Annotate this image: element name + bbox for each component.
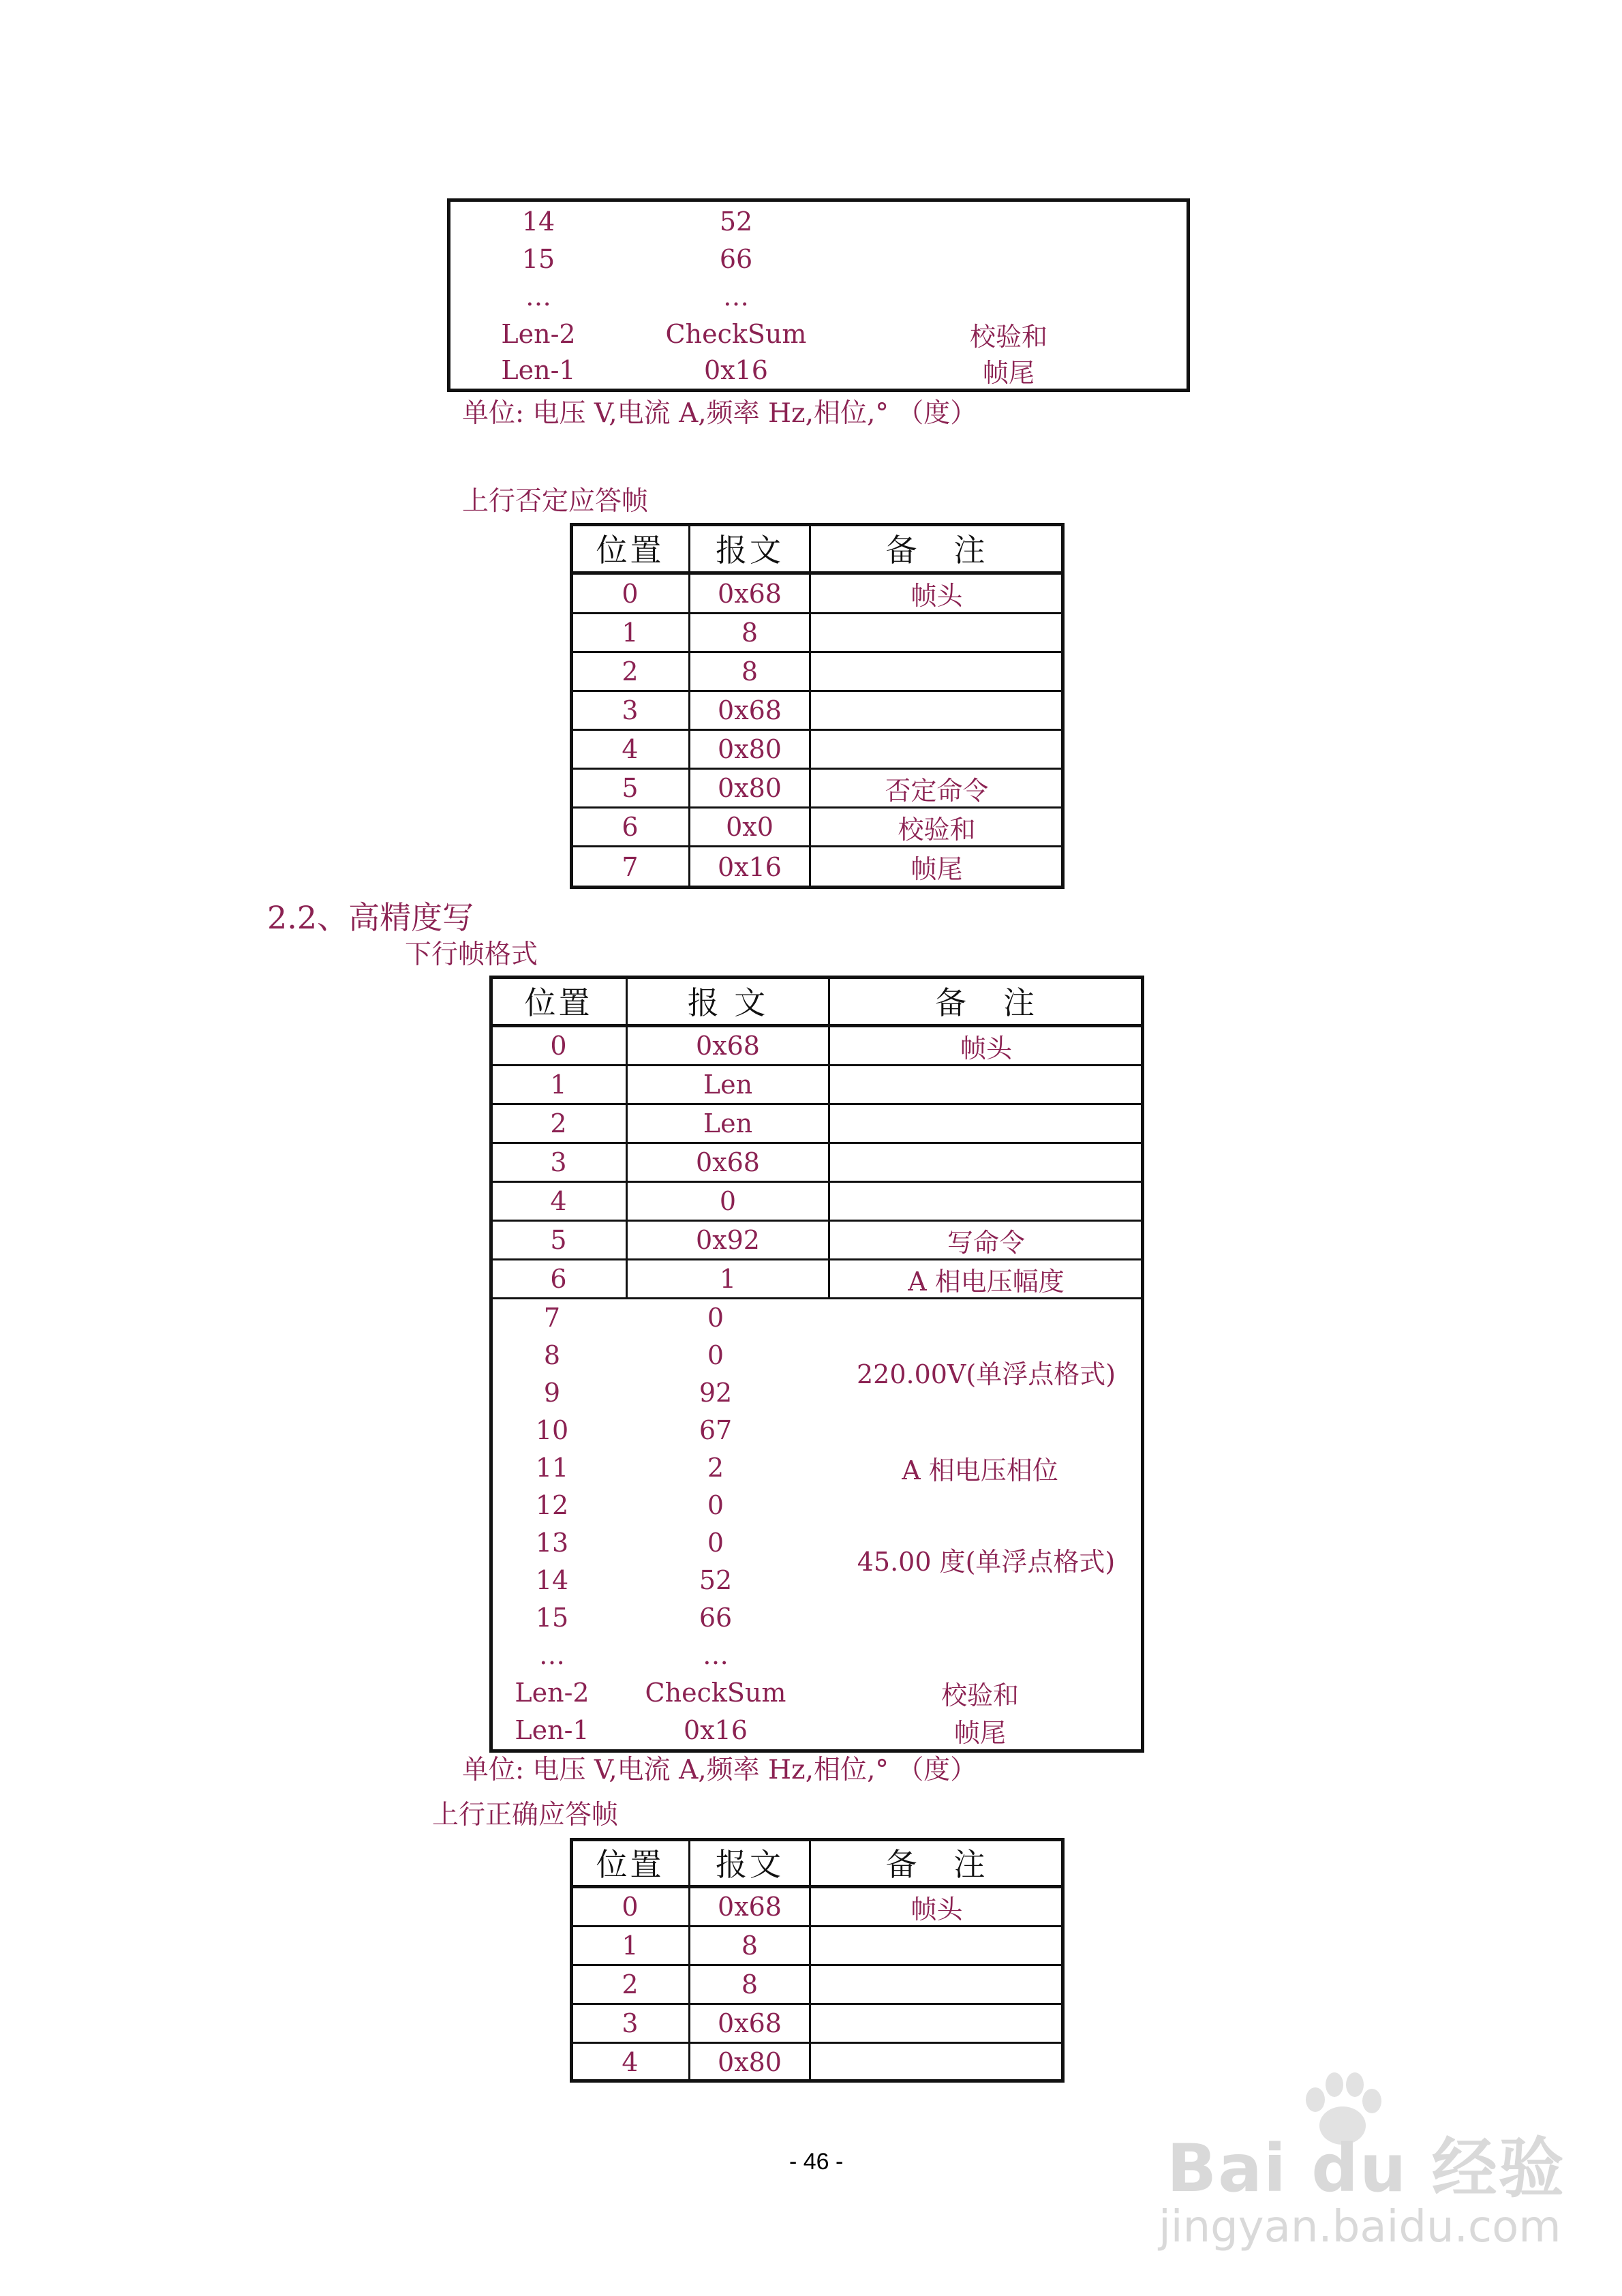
table-cell: 13 (535, 1528, 569, 1558)
header-position: 位置 (524, 984, 593, 1021)
table-cell: 4 (622, 2047, 639, 2077)
table-cell: 2 (622, 656, 639, 686)
table-cell: 4 (622, 734, 639, 764)
table-cell: 0 (622, 1892, 639, 1922)
checksum-note: 校验和 (940, 1680, 1019, 1710)
table-cell: 9 (543, 1378, 561, 1408)
table-cell: 3 (622, 695, 639, 725)
table-cell: 帧头 (960, 1033, 1012, 1063)
watermark-brand: Bai du 经验 (1167, 2130, 1565, 2207)
header-message: 报 文 (687, 984, 769, 1021)
table-cell: 0 (707, 1490, 724, 1520)
header-remark: 备 注 (935, 984, 1037, 1021)
header-message: 报文 (716, 1846, 784, 1883)
table-cell: 0x16 (704, 355, 768, 385)
section-subtitle: 下行帧格式 (405, 939, 538, 970)
table-cell: 5 (622, 773, 639, 803)
table-cell: 0x68 (718, 578, 782, 609)
table-cell: Len (703, 1070, 753, 1100)
table-cell: 6 (550, 1264, 567, 1294)
table-cell: 8 (741, 1931, 759, 1961)
table-cell: 66 (699, 1603, 733, 1633)
table-cell: 67 (699, 1415, 733, 1445)
watermark-url: jingyan.baidu.com (1159, 2202, 1561, 2252)
table-cell: 14 (535, 1565, 569, 1595)
phase-value-note: 45.00 度(单浮点格式) (857, 1547, 1116, 1577)
table-cell: 0 (719, 1186, 737, 1216)
table-cell: 8 (741, 656, 759, 686)
table-cell: Len-1 (501, 355, 576, 385)
table-cell: 1 (622, 618, 639, 648)
table-cell: 7 (622, 851, 639, 882)
pos-ack-title: 上行正确应答帧 (432, 1800, 619, 1830)
table-cell: … (525, 282, 551, 312)
table-cell: 0 (622, 578, 639, 609)
table-cell: 3 (550, 1147, 567, 1177)
unit-note: 单位: 电压 V,电流 A,频率 Hz,相位,° （度） (462, 1755, 977, 1785)
table-cell: Len-2 (515, 1678, 590, 1708)
voltage-value-note: 220.00V(单浮点格式) (856, 1359, 1116, 1389)
table-cell: 0x68 (696, 1147, 760, 1177)
table-cell: 帧尾 (982, 357, 1035, 388)
table-cell: 8 (543, 1340, 561, 1370)
table-cell: 0 (707, 1528, 724, 1558)
table-cell: 帧尾 (911, 854, 963, 884)
table-cell: 0x80 (718, 2047, 782, 2077)
table-cell: 8 (741, 618, 759, 648)
table-cell: 10 (535, 1415, 569, 1445)
table-cell: 0x68 (718, 695, 782, 725)
table-cell: … (539, 1640, 565, 1670)
table-cell: 15 (535, 1603, 569, 1633)
table-cell: 11 (535, 1453, 569, 1483)
table-cell: 0x80 (718, 773, 782, 803)
table-cell: 2 (707, 1453, 724, 1483)
table-cell: 3 (622, 2008, 639, 2038)
header-message: 报文 (716, 532, 784, 569)
table-cell: 校验和 (898, 814, 976, 845)
table-cell: CheckSum (665, 319, 807, 349)
table-cell: Len (703, 1108, 753, 1138)
table-cell: 5 (550, 1225, 567, 1255)
phase-label-note: A 相电压相位 (902, 1455, 1058, 1485)
tail-note: 帧尾 (953, 1717, 1006, 1748)
unit-note: 单位: 电压 V,电流 A,频率 Hz,相位,° （度） (462, 398, 977, 429)
table-cell: 0x0 (726, 812, 774, 842)
table-cell: 14 (521, 207, 555, 237)
table-cell: 否定命令 (885, 775, 989, 806)
table-cell: 7 (543, 1303, 561, 1333)
table-cell: 0 (550, 1031, 567, 1061)
table-cell: 1 (622, 1931, 639, 1961)
table-cell: 52 (699, 1565, 733, 1595)
table-cell: 2 (550, 1108, 567, 1138)
table-cell: 0x80 (718, 734, 782, 764)
table-cell: 校验和 (969, 321, 1047, 352)
table-cell: 1 (550, 1070, 567, 1100)
table-cell: 4 (550, 1186, 567, 1216)
table-cell: 0 (707, 1340, 724, 1370)
table-cell: … (703, 1640, 729, 1670)
table-cell: 52 (719, 207, 753, 237)
table-cell: A 相电压幅度 (908, 1266, 1065, 1297)
table-cell: 12 (535, 1490, 569, 1520)
neg-ack-title: 上行否定应答帧 (462, 486, 649, 517)
table-cell: 帧头 (911, 581, 963, 611)
table-cell: 8 (741, 1969, 759, 1999)
table-cell: 帧头 (911, 1894, 963, 1924)
table-cell: … (723, 282, 749, 312)
page-number: - 46 - (789, 2149, 844, 2175)
section-heading: 2.2、高精度写 (267, 899, 474, 936)
table-cell: 6 (622, 812, 639, 842)
table-cell: 0x68 (696, 1031, 760, 1061)
table-cell: 92 (699, 1378, 733, 1408)
table-cell: 0x16 (684, 1715, 748, 1745)
table-cell: Len-1 (515, 1715, 590, 1745)
table-cell: 0 (707, 1303, 724, 1333)
table-cell: 15 (521, 244, 555, 274)
table-cell: 0x68 (718, 2008, 782, 2038)
table-cell: 1 (719, 1264, 737, 1294)
table-cell: 写命令 (947, 1227, 1025, 1258)
table-cell: 0x68 (718, 1892, 782, 1922)
header-remark: 备 注 (885, 1846, 988, 1883)
table-cell: 66 (719, 244, 753, 274)
table-cell: Len-2 (501, 319, 576, 349)
table-cell: 0x16 (718, 851, 782, 882)
table-cell: 0x92 (696, 1225, 760, 1255)
header-position: 位置 (596, 1846, 664, 1883)
table-cell: 2 (622, 1969, 639, 1999)
header-position: 位置 (596, 532, 664, 569)
table-cell: CheckSum (645, 1678, 786, 1708)
header-remark: 备 注 (885, 532, 988, 569)
